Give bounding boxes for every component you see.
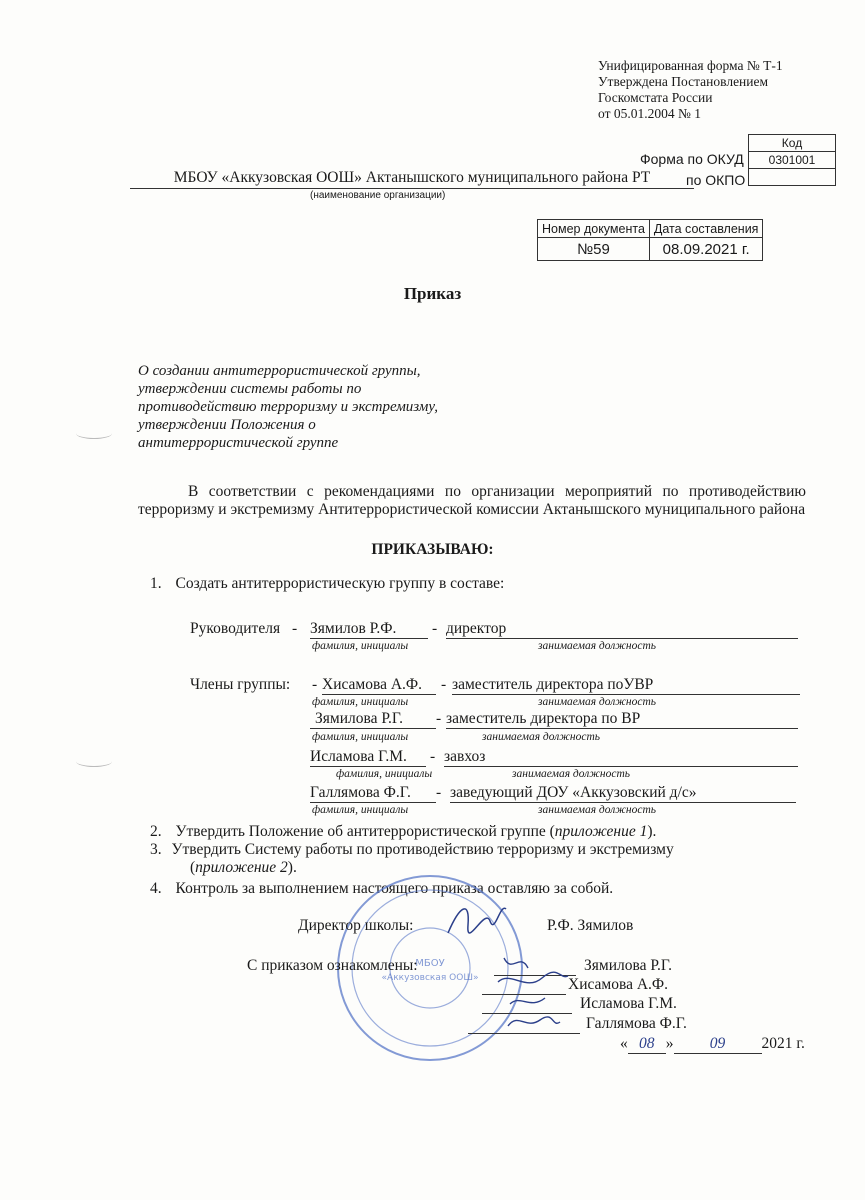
director-name: Р.Ф. Зямилов bbox=[547, 917, 634, 934]
acquainted-name: Зямилова Р.Г. bbox=[584, 957, 672, 974]
doc-number: №59 bbox=[538, 238, 650, 261]
organization-caption: (наименование организации) bbox=[310, 190, 446, 201]
caption-position: занимаемая должность bbox=[538, 640, 656, 652]
doc-meta-table bbox=[537, 219, 763, 261]
item-number: 1. bbox=[150, 575, 162, 592]
member-position: заведующий ДОУ «Аккузовский д/с» bbox=[450, 784, 796, 803]
caption-name: фамилия, инициалы bbox=[312, 804, 409, 816]
order-word: ПРИКАЗЫВАЮ: bbox=[371, 541, 494, 558]
subject-line: утверждении Положения о bbox=[138, 417, 316, 433]
item-3 bbox=[150, 841, 674, 859]
item-3-cont bbox=[190, 859, 297, 877]
staff-signatures bbox=[490, 950, 580, 1035]
order-subject bbox=[138, 362, 438, 452]
item-number: 3. bbox=[150, 841, 162, 858]
item-ref: приложение 1 bbox=[554, 823, 648, 840]
item-2 bbox=[150, 823, 656, 841]
punch-hole-bottom bbox=[76, 756, 112, 767]
item-open: ( bbox=[190, 859, 196, 876]
caption-name: фамилия, инициалы bbox=[336, 768, 433, 780]
form-header-line: Госкомстата России bbox=[598, 90, 713, 105]
caption-name: фамилия, инициалы bbox=[312, 696, 409, 708]
item-text: Утвердить Положение об антитеррористической группе ( bbox=[175, 823, 555, 840]
svg-text:МБОУ: МБОУ bbox=[415, 958, 445, 969]
caption-position: занимаемая должность bbox=[538, 804, 656, 816]
caption-position: занимаемая должность bbox=[538, 696, 656, 708]
subject-line: утверждении системы работы по bbox=[138, 381, 362, 397]
acquainted-name: Галлямова Ф.Г. bbox=[586, 1015, 687, 1032]
sign-date: « 08 » 09 2021 г. bbox=[620, 1035, 805, 1052]
item-text: Создать антитеррористическую группу в составе: bbox=[175, 575, 505, 592]
caption-position: занимаемая должность bbox=[512, 768, 630, 780]
doc-number-header: Номер документа bbox=[538, 220, 650, 238]
member-name: Исламова Г.М. bbox=[310, 748, 426, 767]
member-position: заместитель директора по ВР bbox=[446, 710, 798, 729]
acquainted-name: Исламова Г.М. bbox=[580, 995, 677, 1012]
member-name: Зямилова Р.Г. bbox=[310, 710, 436, 729]
item-number: 4. bbox=[150, 880, 162, 897]
members-label: Члены группы: bbox=[190, 676, 291, 693]
item-number: 2. bbox=[150, 823, 162, 840]
caption-name: фамилия, инициалы bbox=[312, 731, 409, 743]
okpo-value bbox=[749, 169, 836, 186]
leader-position: директор bbox=[446, 620, 798, 639]
member-name: Галлямова Ф.Г. bbox=[310, 784, 436, 803]
director-signature bbox=[440, 895, 510, 943]
director-label: Директор школы: bbox=[298, 917, 414, 934]
okpo-label: по ОКПО bbox=[686, 172, 746, 188]
form-header-line: от 05.01.2004 № 1 bbox=[598, 106, 701, 121]
item-1 bbox=[150, 575, 504, 593]
acquainted-label: С приказом ознакомлены: bbox=[247, 957, 418, 974]
doc-date: 08.09.2021 г. bbox=[649, 238, 763, 261]
member-position: завхоз bbox=[444, 748, 798, 767]
acquainted-name: Хисамова А.Ф. bbox=[568, 976, 669, 993]
subject-line: антитеррористической группе bbox=[138, 435, 339, 451]
code-header: Код bbox=[749, 135, 836, 152]
doc-date-header: Дата составления bbox=[649, 220, 763, 238]
form-header bbox=[598, 58, 783, 122]
form-header-line: Унифицированная форма № Т-1 bbox=[598, 58, 783, 73]
form-header-line: Утверждена Постановлением bbox=[598, 74, 769, 89]
item-text: Утвердить Систему работы по противодействию терроризму и экстремизму bbox=[171, 841, 674, 858]
page-title: Приказ bbox=[403, 284, 462, 303]
leader-name: Зямилов Р.Ф. bbox=[310, 620, 428, 639]
preamble: В соответствии с рекомендациями по организации мероприятий по противодействию терроризму и экстремизму Антитеррористической комиссии Актанышского муниципального района bbox=[138, 483, 806, 518]
subject-line: противодействию терроризму и экстремизму, bbox=[138, 399, 439, 415]
okud-value: 0301001 bbox=[749, 152, 836, 169]
item-ref: приложение 2 bbox=[195, 859, 288, 876]
date-year: 2021 г. bbox=[761, 1035, 805, 1052]
leader-label: Руководителя bbox=[190, 620, 281, 637]
caption-position: занимаемая должность bbox=[482, 731, 600, 743]
okud-label: Форма по ОКУД bbox=[640, 151, 744, 167]
member-name: Хисамова А.Ф. bbox=[322, 676, 436, 695]
item-text: Контроль за выполнением настоящего приказа оставляю за собой. bbox=[175, 880, 614, 897]
code-table bbox=[748, 134, 836, 186]
subject-line: О создании антитеррористической группы, bbox=[138, 363, 421, 379]
member-position: заместитель директора поУВР bbox=[452, 676, 800, 695]
caption-name: фамилия, инициалы bbox=[312, 640, 409, 652]
date-month: 09 bbox=[674, 1035, 762, 1054]
item-end: ). bbox=[647, 823, 657, 840]
item-end: ). bbox=[287, 859, 297, 876]
punch-hole-top bbox=[76, 428, 112, 439]
svg-text:«Аккузовская ООШ»: «Аккузовская ООШ» bbox=[381, 973, 479, 983]
date-day: 08 bbox=[628, 1035, 666, 1054]
organization-name: МБОУ «Аккузовская ООШ» Актанышского муниципального района РТ bbox=[130, 169, 694, 189]
